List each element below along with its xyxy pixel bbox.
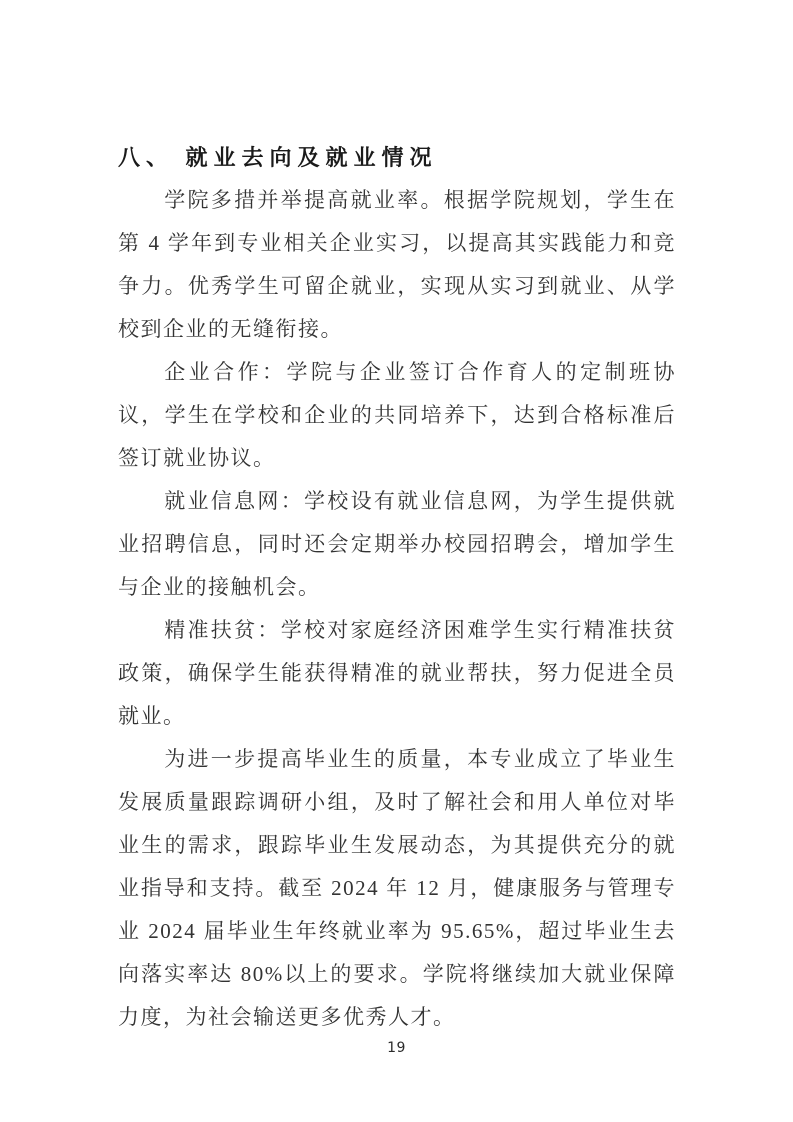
section-heading: 八、 就业去向及就业情况 <box>118 145 438 170</box>
paragraph-graduate-quality-rate: 为进一步提高毕业生的质量，本专业成立了毕业生发展质量跟踪调研小组，及时了解社会和用人单位对毕业生的需求，跟踪毕业生发展动态，为其提供充分的就业指导和支持。截至 2024 年 12 月，健康服务与管理专业 2024 届毕业生年终就业率为 95.65%，超过毕业生去向落实率达 80%以上的要求。学院将继续加大就业保障力度，为社会输送更多优秀人才。 <box>118 747 676 1029</box>
paragraph-targeted-assistance: 精准扶贫：学校对家庭经济困难学生实行精准扶贫政策，确保学生能获得精准的就业帮扶，努力促进全员就业。 <box>118 618 676 728</box>
document-content <box>118 144 676 1039</box>
page-number: 19 <box>387 1040 406 1056</box>
paragraph-employment-overview: 学院多措并举提高就业率。根据学院规划，学生在第 4 学年到专业相关企业实习，以提高其实践能力和竞争力。优秀学生可留企就业，实现从实习到就业、从学校到企业的无缝衔接。 <box>118 188 676 341</box>
paragraph-employment-info-site: 就业信息网：学校设有就业信息网，为学生提供就业招聘信息，同时还会定期举办校园招聘会，增加学生与企业的接触机会。 <box>118 489 676 599</box>
paragraph-enterprise-cooperation: 企业合作：学院与企业签订合作育人的定制班协议，学生在学校和企业的共同培养下，达到合格标准后签订就业协议。 <box>118 360 676 470</box>
